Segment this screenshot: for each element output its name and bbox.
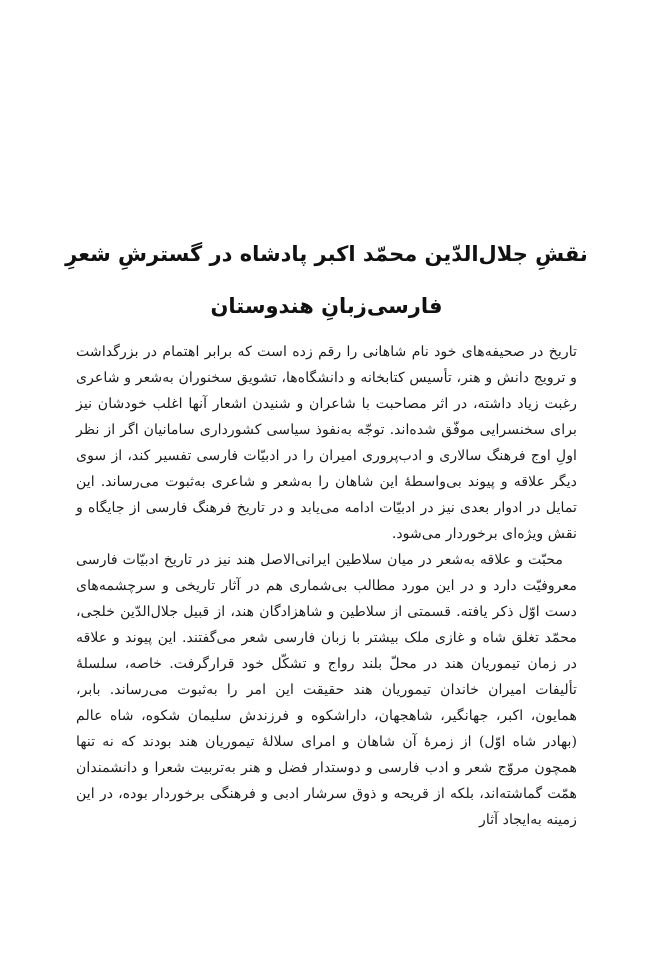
paragraph-2: محبّت و علاقه به‌شعر در میان سلاطین ایرانی‌الاصل هند نیز در تاریخ ادبیّات فارسی معروفیّت دارد و در این مورد مطالب بی‌شماری هم در آثار تاریخی و سرچشمه‌های دست اوّل ذکر یافته. قسمتی از سلاطین و شاهزادگان هند، از قبیل جلال‌الدّین خلجی، محمّد تغلق شاه و غازی ملک بیشتر با زبان فارسی شعر می‌گفتند. این پیوند و علاقه در زمان تیموریان هند در محلّ بلند رواج و تشکّل خود قرارگرفت. خاصه، سلسلهٔ تألیفات امیران خاندان تیموریان هند حقیقت این امر را به‌ثبوت می‌رساند. بابر، همایون، اکبر، جهانگیر، شاهجهان، داراشکوه و فرزندش سلیمان شکوه، شاه عالم (بهادر شاه اوّل) از زمرهٔ آن شاهان و امرای سلالهٔ تیموریان هند بودند که نه تنها همچون مروّج شعر و ادب فارسی و دوستدار فضل و هنر به‌تربیت شعرا و دانشمندان همّت گماشته‌اند، بلکه از قریحه و ذوق سرشار ادبی و فرهنگی برخوردار بوده، در این زمینه به‌ایجاد آثار <box>76 552 577 828</box>
body-text <box>76 339 577 833</box>
chapter-title-line-1: نقشِ جلال‌الدّین محمّد اکبر پادشاه در گسترشِ شعرِ <box>65 242 588 266</box>
paragraph-1: تاریخ در صحیفه‌های خود نام شاهانی را رقم زده است که برابر اهتمام در بزرگداشت و ترویج دانش و هنر، تأسیس کتابخانه و دانشگاه‌ها، تشویق سخنوران به‌شعر و شاعری رغبت زیاد داشته، در اثر مصاحبت با شاعران و شنیدن اشعار آنها اغلب خودشان نیز برای سخنسرایی موفّق شده‌اند. توجّه به‌نفوذ سیاسی کشورداری سامانیان اگر از نظر اولِ اوج فرهنگ سالاری و ادب‌پروری امیران را در ادبیّات فارسی تفسیر کند، از سوی دیگر علاقه و پیوند بی‌واسطهٔ این شاهان را به‌شعر و شاعری به‌ثبوت می‌رساند. این تمایل در ادوار بعدی نیز در ادبیّات ادامه می‌یابد و در تاریخ فرهنگ فارسی از جایگاه و نقش ویژه‌ای برخوردار می‌شود. <box>76 344 577 542</box>
chapter-title <box>60 228 593 332</box>
chapter-title-line-2: فارسی‌زبانِ هندوستان <box>210 294 443 318</box>
